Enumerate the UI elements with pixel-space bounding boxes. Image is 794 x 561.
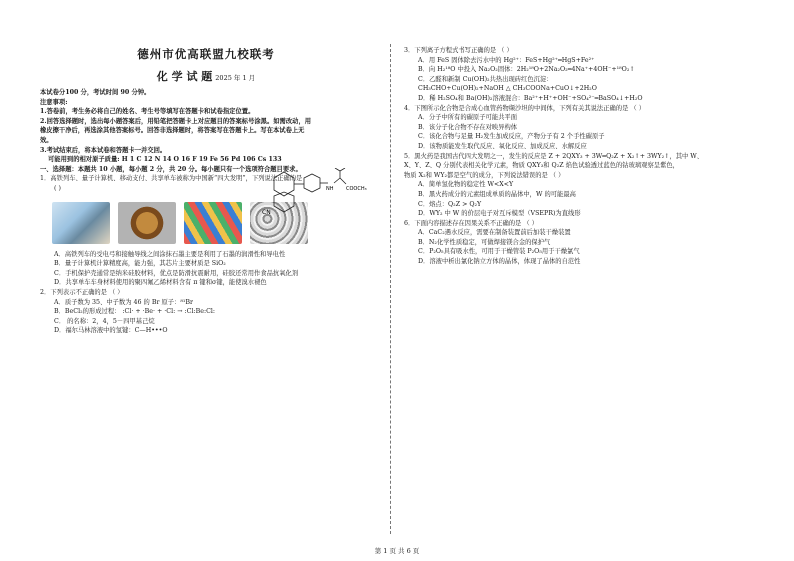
- nh-label: NH: [326, 186, 334, 192]
- text-line: B．BeCl₂的形成过程： :Cl· + ·Be· + ·Cl: → :Cl:Be:Cl:: [54, 308, 216, 316]
- left-text-block-2: [40, 250, 372, 336]
- text-line: D．共享单车车身材料使用的聚四氟乙烯材料含有 π 键和σ键，能使溴水褪色: [54, 279, 267, 287]
- text-line: 2.回答选择题时，选出每小题答案后，用铅笔把答题卡上对应题目的答案标号涂黑。如需改动，用: [40, 117, 312, 125]
- text-line: 2．下列表示不正确的是 （ ）: [40, 288, 124, 296]
- mobile-payment-image: [184, 202, 242, 244]
- text-line: B．N₂化学性质稳定，可做焊接镁合金的保护气: [418, 238, 551, 246]
- text-line: D．WY₂ 中 W 的价层电子对互斥模型（VSEPR)为直线形: [418, 210, 581, 218]
- quantum-chip-image: [118, 202, 176, 244]
- text-line: A．质子数为 35、中子数为 46 的 Br 原子：⁸¹Br: [54, 298, 194, 306]
- text-line: D．溶液中析出氯化钠立方体的晶体，体现了晶体的自范性: [418, 258, 581, 266]
- text-line: B．量子计算机计算精度高，能力强，其芯片主要材质是 SiO₂: [54, 260, 226, 268]
- text-line: B．向 H₂¹⁸O 中投入 Na₂O₂固体：2H₂¹⁸O+2Na₂O₂═4Na⁺+4OH⁻+¹⁸O₂↑: [418, 66, 635, 74]
- text-line: 物质 X₂和 WY₂都是空气的成分，下列说法错误的是 （ ）: [404, 171, 565, 179]
- column-divider: [390, 44, 391, 534]
- text-line: 3.考试结束后，将本试卷和答题卡一并交回。: [40, 146, 167, 154]
- text-line: C．乙醛和新制 Cu(OH)₂共热出现砖红色沉淀：: [418, 75, 553, 83]
- text-line: 1．高铁列车、量子计算机、移动支付、共享单车被称为中国新“四大发明”，下列说法正确的是: [40, 175, 303, 183]
- text-line: A．CaC₂遇水反应，需要在制备装置前后加装干燥装置: [418, 229, 571, 237]
- text-line: 效。: [40, 136, 53, 144]
- text-line: 4．下图所示化合物是合成心血管药物缬沙坦的中间体，下列有关其说法正确的是 （ ）: [404, 104, 645, 112]
- text-line: A．高铁列车的受电弓和接触导线之间涂抹石墨主要是利用了石墨的润滑性和导电性: [54, 250, 286, 258]
- text-line: A．用 FeS 固体除去污水中的 Hg²⁺：FeS+Hg²⁺═HgS+Fe²⁺: [418, 56, 595, 64]
- text-line: A．简单氢化物的稳定性 W<X<Y: [418, 181, 514, 189]
- text-line: A．分子中所有的碳原子可能共平面: [418, 114, 518, 122]
- text-line: X、Y、Z、Q 分别代表相关化学元素，物质 QXY₃和 Q₂Z 焰色试验透过蓝色的钴玻璃观察呈紫色，: [404, 162, 679, 170]
- text-line: 6．下面内容描述存在因果关系不正确的是 （ ）: [404, 219, 538, 227]
- text-line: C．手机保护壳通常是纳米硅胶材料，优点是防滑抗震耐用，硅胶还常用作食品抗氧化剂: [54, 269, 299, 277]
- right-text-block: [404, 46, 776, 267]
- text-line: 3．下列离子方程式书写正确的是 （ ）: [404, 47, 513, 54]
- text-line: B．该分子化合物不存在对映异构体: [418, 123, 518, 131]
- exam-title: 德州市优高联盟九校联考: [137, 47, 275, 61]
- text-line: B．黑火药成分的元素组成单质的晶体中，W 的可能最高: [418, 190, 576, 198]
- molecule-structure-diagram: [260, 168, 372, 216]
- exam-date: 2025 年 1 月: [215, 74, 256, 82]
- text-line: C．熔点：Q₂Z > Q₂Y: [418, 200, 482, 208]
- right-column: [404, 46, 776, 267]
- cn-label: CN: [262, 209, 271, 216]
- text-line: 可能用到的相对原子质量: H 1 C 12 N 14 O 16 F 19 Fe 56 Pd 106 Cs 133: [48, 156, 282, 164]
- text-line: 本试卷分100 分，考试时间 90 分钟。: [40, 89, 151, 96]
- exam-subtitle: [40, 68, 372, 84]
- text-line: 1.答卷前，考生务必将自己的姓名、考生号等填写在答题卡和试卷指定位置。: [40, 108, 255, 116]
- page-footer: 第 1 页 共 6 页: [374, 547, 420, 555]
- text-line: D．福尔马林溶液中的氢键：C—H•••O: [54, 327, 168, 335]
- text-line: 一、选择题：本题共 10 小题，每小题 2 分，共 20 分。每小题只有一个选项符合题目要求。: [40, 165, 302, 173]
- text-line: CH₃CHO+Cu(OH)₂+NaOH △ CH₃COONa+CuO↓+2H₂O: [418, 85, 597, 93]
- text-line: 注意事项:: [40, 98, 68, 106]
- text-line: C． 的名称：2，4，5－四甲基己烷: [54, 317, 155, 325]
- text-line: C．该化合物与足量 H₂发生加成反应，产物分子有 2 个手性碳原子: [418, 133, 605, 141]
- text-line: D．稀 H₂SO₄和 Ba(OH)₂溶液混合：Ba²⁺+H⁺+OH⁻+SO₄²⁻═BaSO₄↓+H₂O: [418, 94, 643, 102]
- text-line: 橡皮擦干净后，再选涂其他答案标号。回答非选择题时，将答案写在答题卡上。写在本试卷上无: [40, 127, 305, 135]
- text-line: 5．黑火药是我国古代四大发明之一，发生的反应是 Z + 2QXY₃ + 3W═Q₂Z + X₂↑+ 3WY₂↑，其中 W、: [404, 152, 704, 160]
- high-speed-train-image: [52, 202, 110, 244]
- ester-label: COOCH₃: [346, 186, 367, 192]
- text-line: ( ): [54, 184, 61, 192]
- subject-title: 化 学 试 题: [156, 70, 213, 83]
- text-line: D．该物质能发生取代反应、氧化反应、加成反应、水解反应: [418, 142, 587, 150]
- text-line: C．P₂O₅具有吸水性，可用于干燥管装 P₂O₅用于干燥氯气: [418, 248, 580, 256]
